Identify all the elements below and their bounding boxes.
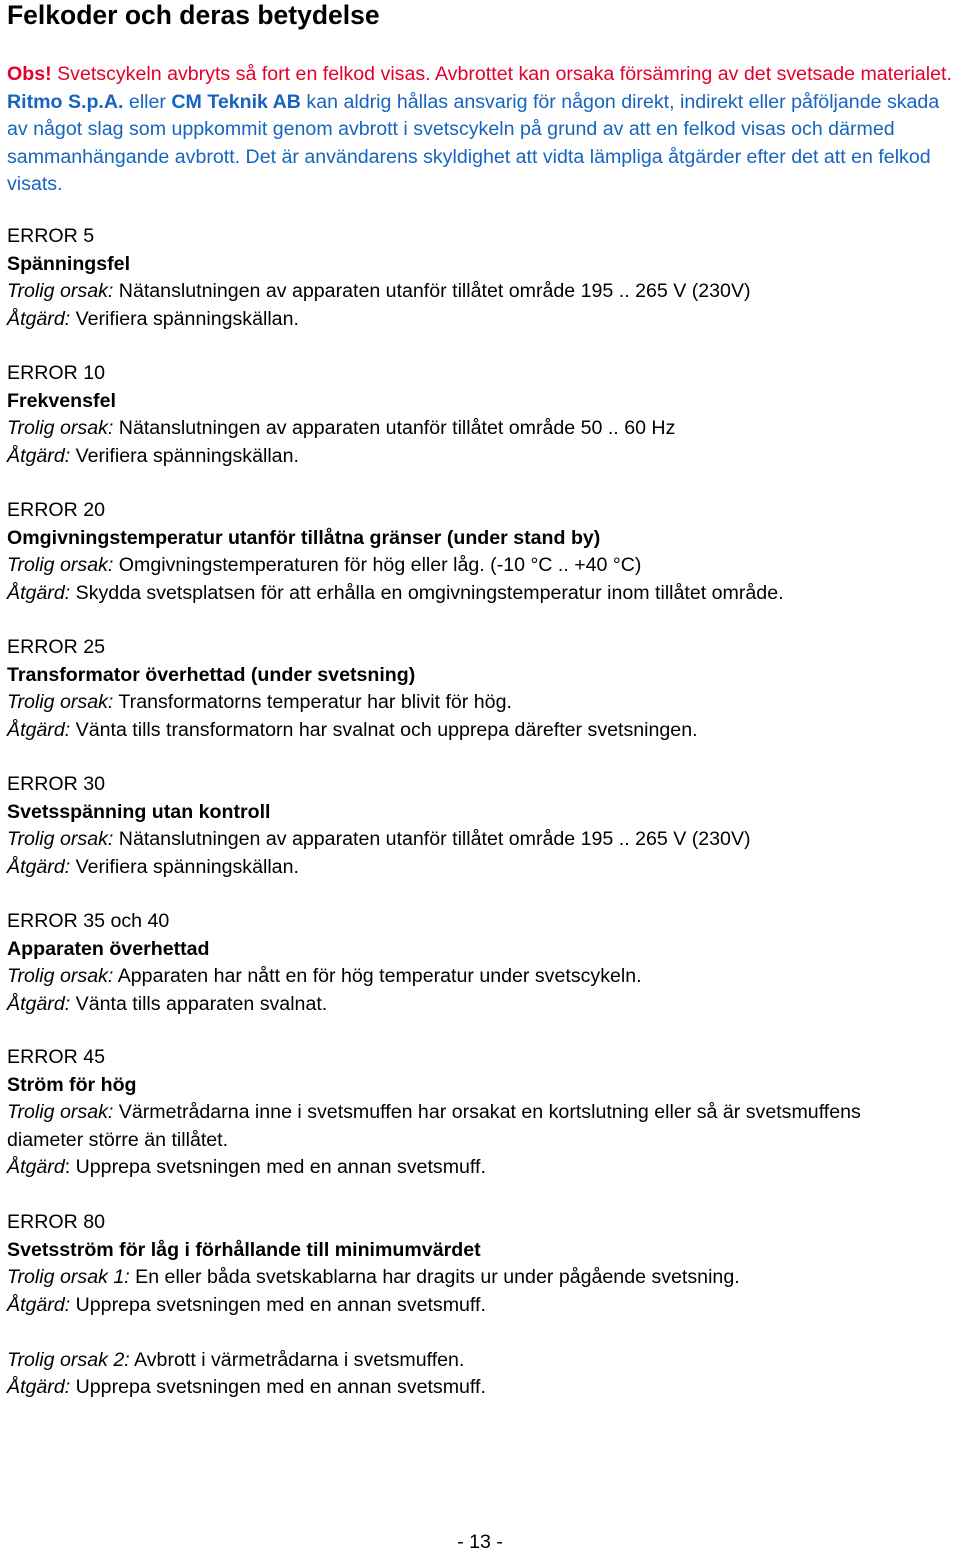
action-text: Vänta tills apparaten svalnat. — [70, 992, 328, 1015]
action-label: Åtgärd: — [7, 581, 71, 604]
error-heading: Svetsström för låg i förhållande till minimumvärdet — [7, 1238, 481, 1261]
action-text: Verifiera spänningskällan. — [70, 307, 299, 330]
error-cause — [7, 963, 959, 991]
error-cause — [7, 278, 959, 306]
cause-text: Nätanslutningen av apparaten utanför tillåtet område 195 .. 265 V (230V) — [113, 280, 751, 302]
action-label: Åtgärd: — [7, 855, 71, 878]
error-action — [7, 991, 959, 1019]
action-text: Skydda svetsplatsen för att erhålla en omgivningstemperatur inom tillåtet område. — [70, 581, 784, 604]
error-heading: Apparaten överhettad — [7, 937, 210, 960]
error-action — [7, 443, 959, 471]
error-code: ERROR 45 — [7, 1046, 105, 1068]
error-heading: Spänningsfel — [7, 252, 131, 275]
error-action — [7, 580, 959, 608]
cause-text: Nätanslutningen av apparaten utanför tillåtet område 195 .. 265 V (230V) — [113, 828, 751, 850]
error-cause — [7, 1264, 959, 1292]
error-heading: Frekvensfel — [7, 389, 116, 412]
action-label: Åtgärd: — [7, 307, 71, 330]
cause-label: Trolig orsak: — [7, 280, 114, 302]
error-cause — [7, 1099, 907, 1154]
error-section-35-40 — [7, 908, 959, 1018]
warning-paragraph — [7, 61, 959, 199]
cause-text: Nätanslutningen av apparaten utanför tillåtet område 50 .. 60 Hz — [113, 417, 676, 439]
error-section-30 — [7, 771, 959, 881]
warning-obs-label: Obs! — [7, 63, 52, 85]
error-action — [7, 854, 959, 882]
error-section-20 — [7, 497, 959, 607]
action-label: Åtgärd: — [7, 1293, 71, 1316]
error-cause — [7, 689, 959, 717]
page-number: - 13 - — [457, 1531, 503, 1553]
error-code: ERROR 20 — [7, 499, 105, 521]
error-code: ERROR 10 — [7, 362, 105, 384]
action-text: Vänta tills transformatorn har svalnat och upprepa därefter svetsningen. — [70, 718, 698, 741]
action-text: Verifiera spänningskällan. — [70, 444, 299, 467]
action-text: Upprepa svetsningen med en annan svetsmuff. — [70, 1293, 486, 1316]
action-label: Åtgärd: — [7, 718, 71, 741]
error-section-10 — [7, 360, 959, 470]
error-action — [7, 717, 959, 745]
error-section-80 — [7, 1209, 959, 1402]
error-action — [7, 1292, 959, 1320]
warning-brand: Ritmo S.p.A. — [7, 90, 124, 113]
error-code: ERROR 5 — [7, 225, 95, 247]
error-action — [7, 306, 959, 334]
warning-red-text: Svetscykeln avbryts så fort en felkod visas. Avbrottet kan orsaka försämring av det svetsade materialet. — [51, 63, 952, 85]
cause-label: Trolig orsak: — [7, 828, 114, 850]
cause-text: Transformatorns temperatur har blivit för hög. — [113, 691, 512, 713]
cause-label: Trolig orsak: — [7, 1101, 114, 1123]
cause-text: En eller båda svetskablarna har dragits ur under pågående svetsning. — [129, 1266, 740, 1288]
error-code: ERROR 80 — [7, 1211, 105, 1233]
action-text: Verifiera spänningskällan. — [70, 855, 299, 878]
action-label: Åtgärd: — [7, 992, 71, 1015]
error-heading: Ström för hög — [7, 1073, 137, 1096]
spacer — [7, 1319, 959, 1347]
error-section-45 — [7, 1044, 959, 1182]
error-heading: Transformator överhettad (under svetsning) — [7, 663, 416, 686]
error-heading: Omgivningstemperatur utanför tillåtna gränser (under stand by) — [7, 526, 601, 549]
error-action-2 — [7, 1374, 959, 1402]
warning-blue-text: kan aldrig hållas ansvarig för någon direkt, indirekt eller påföljande skada av något slag som uppkommit genom avbrott i svetscykeln på grund av att en felkod visas och därmed sammanhängande avbrott. Det är användarens skyldighet att vidta lämpliga åtgärder efter det att en felkod visats. — [7, 90, 940, 195]
error-section-5 — [7, 223, 959, 333]
cause-label: Trolig orsak: — [7, 417, 114, 439]
cause-label: Trolig orsak: — [7, 691, 114, 713]
cause-text: Apparaten har nått en för hög temperatur under svetscykeln. — [113, 965, 642, 987]
page-title: Felkoder och deras betydelse — [7, 0, 380, 30]
action-label: Åtgärd — [7, 1156, 65, 1178]
warning-company: CM Teknik AB — [171, 90, 301, 113]
error-code: ERROR 35 och 40 — [7, 910, 170, 932]
error-cause-2 — [7, 1347, 959, 1375]
error-code: ERROR 30 — [7, 773, 105, 795]
action-label: Åtgärd: — [7, 444, 71, 467]
action-label: Åtgärd: — [7, 1376, 71, 1398]
cause-text: Värmetrådarna inne i svetsmuffen har orsakat en kortslutning eller så är svetsmuffens diameter större än tillåtet. — [7, 1101, 861, 1151]
action-text: Upprepa svetsningen med en annan svetsmuff. — [70, 1376, 486, 1398]
cause-label: Trolig orsak 1: — [7, 1266, 130, 1288]
error-section-25 — [7, 634, 959, 744]
cause-label: Trolig orsak 2: — [7, 1348, 130, 1371]
cause-label: Trolig orsak: — [7, 965, 114, 987]
cause-text: Omgivningstemperaturen för hög eller låg. (-10 °C .. +40 °C) — [113, 554, 642, 576]
cause-label: Trolig orsak: — [7, 554, 114, 576]
error-action — [7, 1154, 959, 1182]
error-cause — [7, 552, 959, 580]
cause-text: Avbrott i värmetrådarna i svetsmuffen. — [129, 1348, 465, 1371]
error-cause — [7, 415, 959, 443]
error-code: ERROR 25 — [7, 636, 105, 658]
action-text: : Upprepa svetsningen med en annan svetsmuff. — [64, 1156, 486, 1178]
error-cause — [7, 826, 959, 854]
warning-mid-text: eller — [123, 90, 172, 113]
error-heading: Svetsspänning utan kontroll — [7, 800, 271, 823]
